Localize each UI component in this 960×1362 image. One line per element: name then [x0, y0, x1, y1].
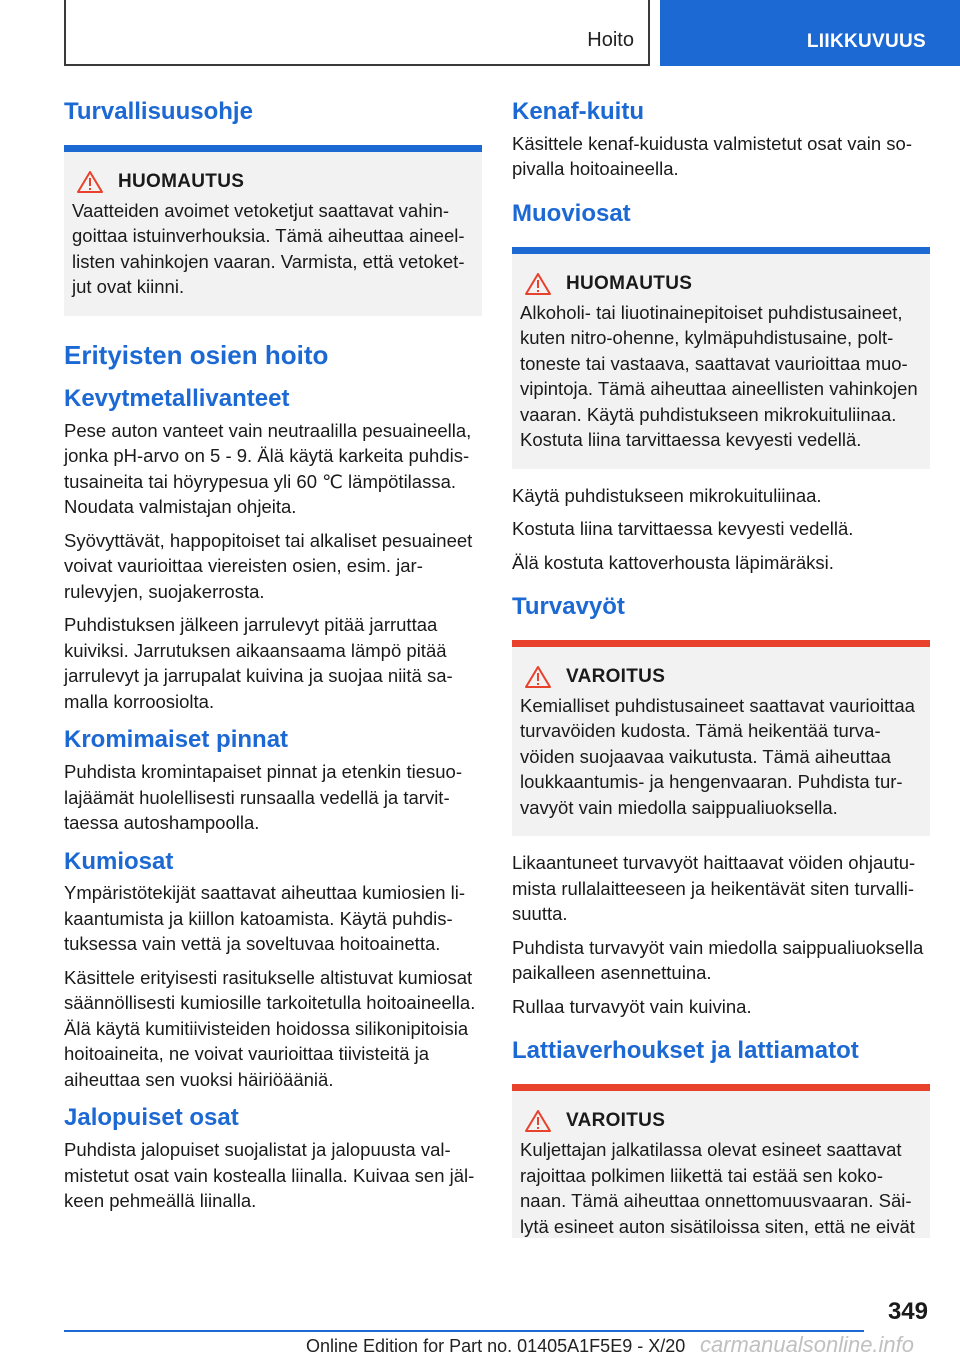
paragraph: Pese auton vanteet vain neutraalilla pesuaineella, jonka pH-arvo on 5 - 9. Älä käytä karkeita puhdistusaineita tai höyrypesua yli 60 ℃ lämpötilassa. Noudata valmistajan ohjeita. [64, 419, 472, 518]
warning-triangle-icon [524, 665, 552, 689]
warning-triangle-icon [524, 1109, 552, 1133]
notice-title: HUOMAUTUS [118, 170, 245, 192]
heading-jalopuiset-osat: Jalopuiset osat [64, 1104, 239, 1132]
paragraph: Kostuta liina tarvittaessa kevyesti vedellä. [512, 518, 854, 540]
notice-title-row [520, 1109, 922, 1133]
paragraph: Puhdista jalopuiset suojalistat ja jalopuusta valmistetut osat vain kostealla liinalla. Kuivaa sen jälkeen pehmeällä liinalla. [64, 1139, 475, 1212]
heading-turvavyot: Turvavyöt [512, 593, 625, 621]
notice-text: Alkoholi- tai liuotinainepitoiset puhdistusaineet, kuten nitro-ohenne, kylmäpuhdistusaine, polttoneste tai vastaava, saattavat vaurioittaa muovipintoja. Tämä aiheuttaa aineellisten vahinkojen vaaran. Käytä puhdistukseen mikrokuituliinaa. Kostuta liina tarvittaessa kevyesti vedellä. [520, 301, 918, 451]
paragraph: Puhdista turvavyöt vain miedolla saippualiuoksella paikalleen asennettuina. [512, 936, 924, 984]
notice-varoitus-jalkatila [512, 1084, 930, 1238]
notice-text: Kuljettajan jalkatilassa olevat esineet saattavat rajoittaa polkimen liikettä tai estää sen kokonaan. Tämä aiheuttaa onnettomuusvaaran. Säilytä esineet auton sisätiloissa siten, että ne eivät [520, 1139, 915, 1237]
heading-kevytmetallivanteet: Kevytmetallivanteet [64, 384, 290, 412]
heading-kumiosat: Kumiosat [64, 847, 174, 875]
footer-edition: Online Edition for Part no. 01405A1F5E9 - X/20 [306, 1336, 686, 1356]
paragraph: Puhdista kromintapaiset pinnat ja etenkin tiesuolajäämät huolellisesti runsaalla vedellä ja tarvittaessa autoshampoolla. [64, 761, 462, 834]
notice-text: Vaatteiden avoimet vetoketjut saattavat vahingoittaa istuinverhouksia. Tämä aiheuttaa aineellisten vahinkojen vaaran. Varmista, että vetoketjut ovat kiinni. [72, 199, 465, 298]
notice-text: Kemialliset puhdistusaineet saattavat vaurioittaa turvavöiden kudosta. Tämä heikentää turvavöiden suojaavaa vaikutusta. Tämä aiheuttaa loukkaantumis- ja hengenvaaran. Puhdista turvavyöt vain miedolla saippualiuoksella. [520, 694, 915, 818]
paragraph: Käytä puhdistukseen mikrokuituliinaa. [512, 484, 822, 506]
paragraph: Ympäristötekijät saattavat aiheuttaa kumiosien likaantumista ja kiillon katoamista. Käytä puhdistuksessa vain vettä ja soveltuvaa hoitoainetta. [64, 882, 466, 955]
notice-title-row [520, 272, 922, 296]
header-section-title: Hoito [587, 29, 634, 51]
heading-kenaf-kuitu: Kenaf-kuitu [512, 98, 644, 125]
paragraph: Käsittele kenaf-kuidusta valmistetut osat vain sopivalla hoitoaineella. [512, 132, 913, 180]
warning-triangle-icon [76, 170, 104, 194]
notice-huomautus-muovipinnat [512, 247, 930, 469]
chapter-tab-label: LIIKKUVUUS [806, 31, 926, 52]
notice-title: HUOMAUTUS [566, 272, 693, 294]
warning-triangle-icon [524, 272, 552, 296]
chapter-tab[interactable] [660, 0, 960, 66]
left-column [64, 98, 482, 1222]
paragraph: Käsittele erityisesti rasitukselle altistuvat kumiosat säännöllisesti kumiosille tarkoitetulla hoitoaineella. Älä käytä kumitiivisteiden hoidossa silikonipitoisia hoitoaineita, ne voivat vaurioittaa tiivisteitä ja aiheuttaa sen vuoksi häiriöääniä. [64, 966, 476, 1090]
paragraph: Älä kostuta kattoverhousta läpimäräksi. [512, 551, 834, 573]
notice-title: VAROITUS [566, 665, 666, 687]
notice-title-row [520, 665, 922, 689]
watermark: carmanualsonline.info [700, 1332, 915, 1357]
paragraph: Likaantuneet turvavyöt haittaavat vöiden ohjautumista rullalaitteeseen ja heikentävät siten turvallisuutta. [512, 852, 916, 925]
page-header [0, 0, 960, 66]
notice-varoitus-turvavyot [512, 640, 930, 837]
page-number: 349 [887, 1298, 928, 1325]
notice-title-row [72, 170, 474, 194]
heading-lattiaverhoukset: Lattiaverhoukset ja lattiamatot [512, 1037, 859, 1065]
paragraph: Rullaa turvavyöt vain kuivina. [512, 995, 752, 1017]
paragraph: Puhdistuksen jälkeen jarrulevyt pitää jarruttaa kuiviksi. Jarrutuksen aikaansaama lämpö pitää jarrulevyt ja jarrupalat kuivina ja suojaa niitä samalla korroosiolta. [64, 614, 453, 712]
heading-erityisten-osien-hoito: Erityisten osien hoito [64, 339, 329, 370]
header-section-box [64, 0, 650, 66]
notice-title: VAROITUS [566, 1110, 666, 1132]
heading-kromimaiset-pinnat: Kromimaiset pinnat [64, 726, 289, 754]
heading-muoviosat: Muoviosat [512, 199, 631, 227]
notice-huomautus-vetoketjut [64, 145, 482, 316]
right-column [512, 98, 930, 1252]
heading-turvallisuusohje: Turvallisuusohje [64, 98, 253, 125]
paragraph: Syövyttävät, happopitoiset tai alkaliset pesuaineet voivat vaurioittaa viereisten osien, esim. jarrulevyjen, suojakerrosta. [64, 529, 473, 602]
